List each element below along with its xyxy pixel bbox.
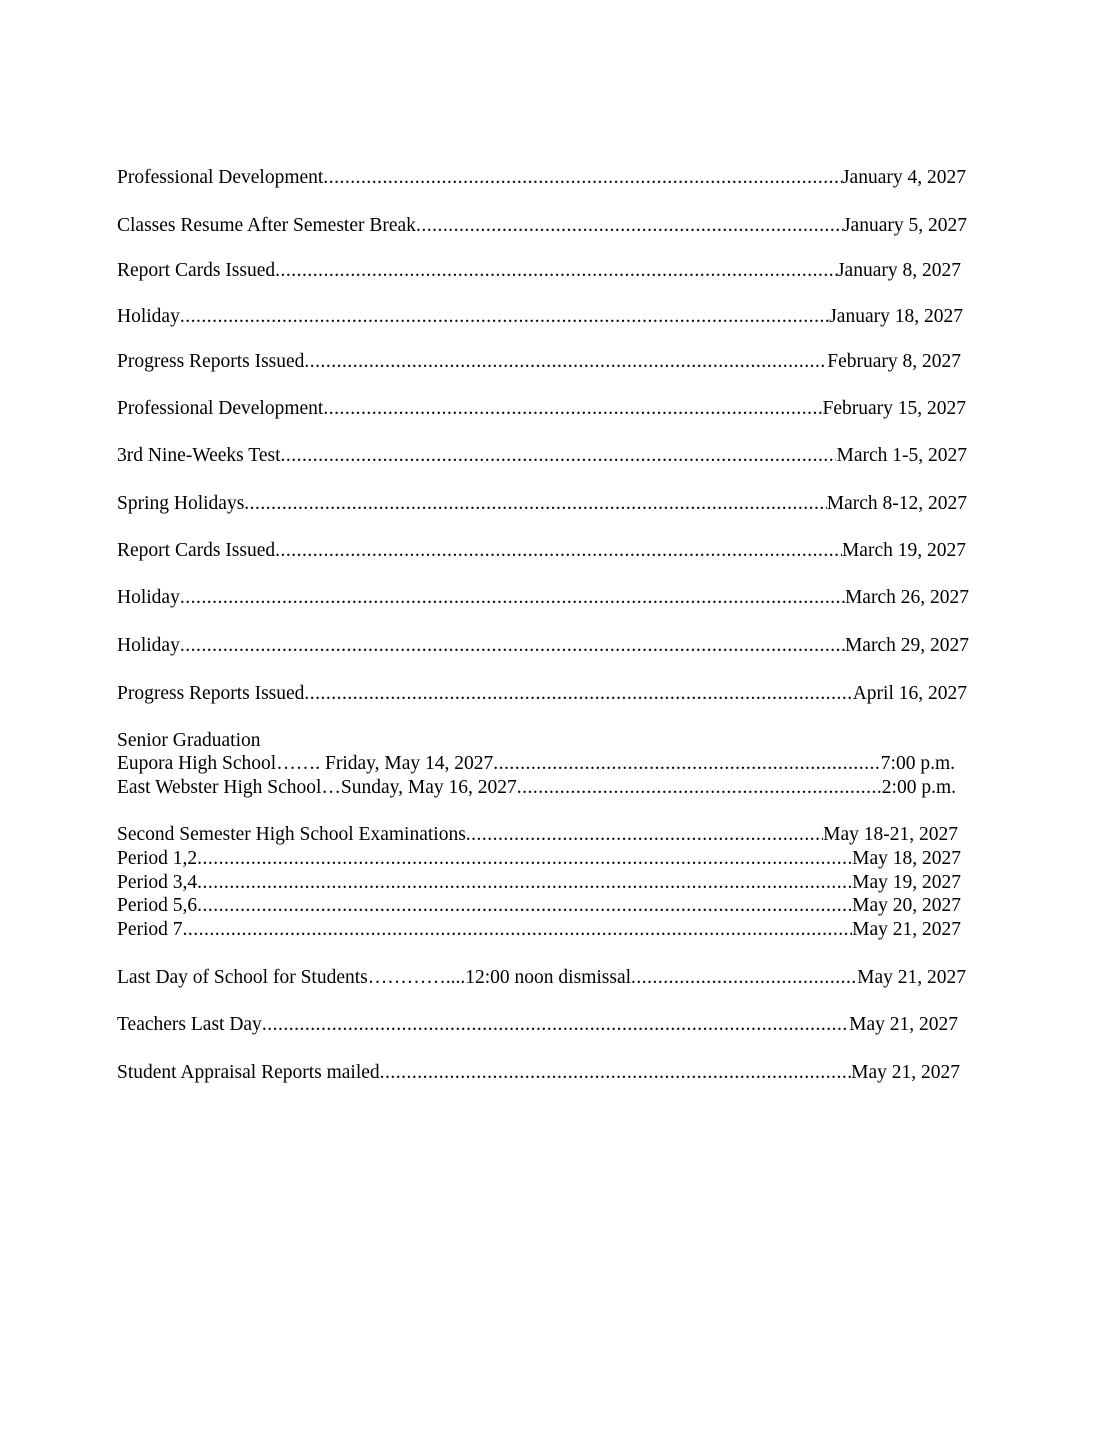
- entry-label: Professional Development: [117, 398, 324, 419]
- dot-leader: [323, 397, 822, 421]
- entry-date: January 5, 2027: [842, 215, 967, 236]
- entry-label: Holiday: [117, 306, 180, 327]
- dot-leader: [197, 871, 852, 895]
- entry-date: January 4, 2027: [841, 167, 966, 188]
- entry-date: May 21, 2027: [857, 967, 966, 988]
- dismissal-note: …………....12:00 noon dismissal: [367, 967, 632, 988]
- period-label: Period 3,4: [117, 872, 198, 893]
- calendar-entry: [117, 682, 967, 706]
- entry-date: April 16, 2027: [852, 683, 967, 704]
- calendar-entry: [117, 1061, 960, 1085]
- dot-leader: [304, 682, 852, 706]
- dot-leader: [466, 823, 823, 847]
- dot-leader: [180, 586, 845, 610]
- entry-label: Report Cards Issued: [117, 260, 276, 281]
- entry-label: Holiday: [117, 635, 180, 656]
- dot-leader: [180, 305, 829, 329]
- dot-leader: [304, 350, 827, 374]
- graduation-row: [117, 776, 956, 800]
- dot-leader: [631, 966, 857, 990]
- entry-date: March 19, 2027: [841, 540, 966, 561]
- entry-label: Report Cards Issued: [117, 540, 276, 561]
- entry-date: May 21, 2027: [851, 1062, 960, 1083]
- entry-date: January 18, 2027: [829, 306, 963, 327]
- entry-label: Progress Reports Issued: [117, 351, 305, 372]
- calendar-entry: [117, 397, 966, 421]
- entry-label: Progress Reports Issued: [117, 683, 305, 704]
- graduation-time: 2:00 p.m.: [881, 777, 956, 798]
- dot-leader: [197, 847, 852, 871]
- period-date: May 20, 2027: [852, 895, 961, 916]
- period-date: May 18, 2027: [852, 848, 961, 869]
- entry-label: Last Day of School for Students: [117, 967, 368, 988]
- dot-leader: [244, 492, 826, 516]
- exam-heading-date: May 18-21, 2027: [823, 824, 958, 845]
- calendar-entry: [117, 586, 969, 610]
- school-name: Eupora High School: [117, 753, 277, 774]
- calendar-entry: [117, 539, 966, 563]
- entry-label: Spring Holidays: [117, 493, 245, 514]
- calendar-entry: [117, 1013, 958, 1037]
- dot-leader: [517, 776, 882, 800]
- period-label: Period 5,6: [117, 895, 198, 916]
- entry-label: Classes Resume After Semester Break: [117, 215, 416, 236]
- graduation-date: ……. Friday, May 14, 2027: [276, 753, 494, 774]
- graduation-heading: Senior Graduation: [117, 730, 261, 751]
- exam-period-row: [117, 894, 961, 918]
- entry-date: March 29, 2027: [844, 635, 969, 656]
- graduation-row: [117, 752, 955, 776]
- exam-period-row: [117, 847, 961, 871]
- calendar-entry: [117, 350, 961, 374]
- dot-leader: [275, 539, 842, 563]
- dot-leader: [183, 918, 853, 942]
- dot-leader: [275, 259, 837, 283]
- entry-date: May 21, 2027: [849, 1014, 958, 1035]
- exam-heading: [117, 823, 958, 847]
- exam-period-row: [117, 871, 961, 895]
- dot-leader: [323, 166, 842, 190]
- entry-label: 3rd Nine-Weeks Test: [117, 445, 281, 466]
- entry-date: March 1-5, 2027: [836, 445, 967, 466]
- dot-leader: [197, 894, 852, 918]
- entry-label: Holiday: [117, 587, 180, 608]
- period-label: Period 1,2: [117, 848, 198, 869]
- exam-heading-label: Second Semester High School Examinations: [117, 824, 466, 845]
- entry-label: Professional Development: [117, 167, 324, 188]
- calendar-entry: [117, 259, 961, 283]
- graduation-time: 7:00 p.m.: [880, 753, 955, 774]
- entry-date: February 15, 2027: [822, 398, 966, 419]
- entry-date: March 8-12, 2027: [826, 493, 967, 514]
- calendar-entry: [117, 634, 969, 658]
- entry-date: January 8, 2027: [836, 260, 961, 281]
- graduation-date: …Sunday, May 16, 2027: [321, 777, 517, 798]
- calendar-entry: [117, 966, 966, 990]
- entry-label: Student Appraisal Reports mailed: [117, 1062, 380, 1083]
- dot-leader: [416, 214, 843, 238]
- calendar-entry: [117, 444, 967, 468]
- dot-leader: [262, 1013, 849, 1037]
- dot-leader: [180, 634, 845, 658]
- calendar-entry: [117, 305, 963, 329]
- school-name: East Webster High School: [117, 777, 322, 798]
- calendar-entry: [117, 492, 967, 516]
- exam-period-row: [117, 918, 961, 942]
- entry-date: February 8, 2027: [827, 351, 961, 372]
- dot-leader: [493, 752, 881, 776]
- calendar-entry: [117, 214, 967, 238]
- dot-leader: [281, 444, 837, 468]
- entry-date: March 26, 2027: [844, 587, 969, 608]
- entry-label: Teachers Last Day: [117, 1014, 262, 1035]
- period-date: May 19, 2027: [852, 872, 961, 893]
- calendar-entry: [117, 166, 966, 190]
- period-date: May 21, 2027: [852, 919, 961, 940]
- dot-leader: [380, 1061, 851, 1085]
- period-label: Period 7: [117, 919, 183, 940]
